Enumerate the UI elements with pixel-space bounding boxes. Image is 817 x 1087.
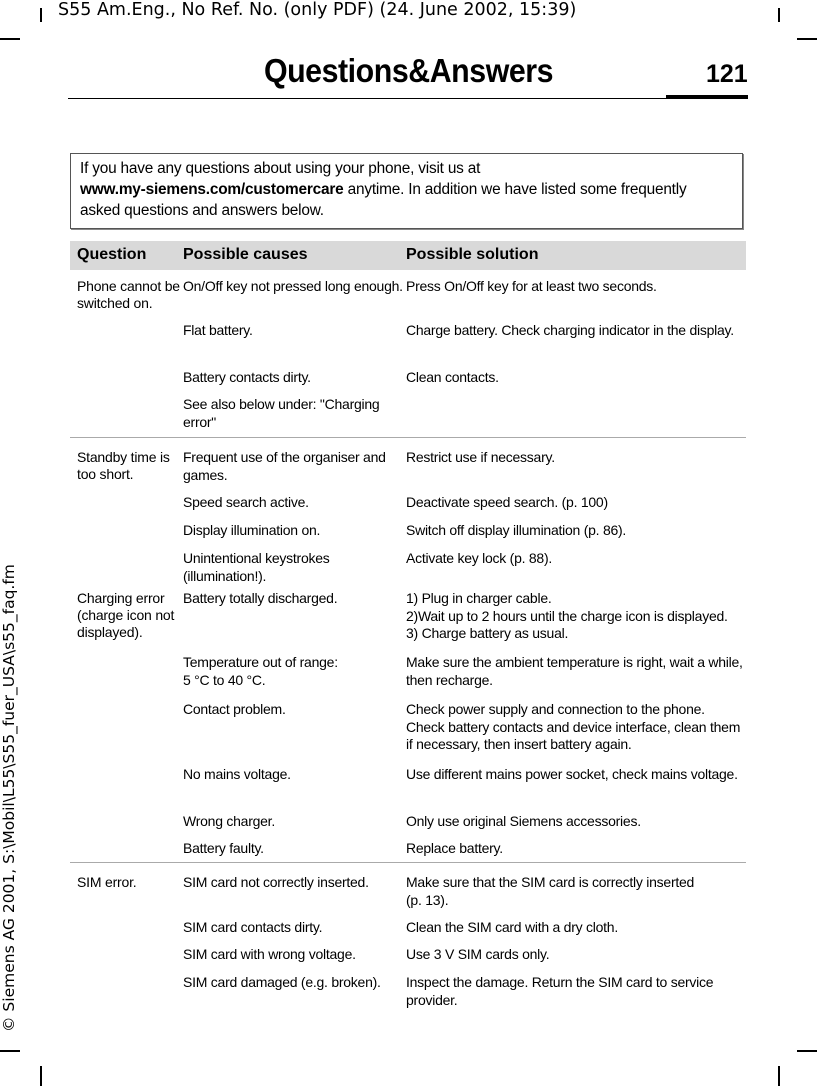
- cause-cell: Unintentional keystrokes (illumination!).: [183, 550, 330, 584]
- solution-cell: Activate key lock (p. 88).: [406, 550, 553, 566]
- intro-box: [70, 153, 743, 229]
- header-question: Question: [77, 246, 147, 263]
- cause-cell: SIM card with wrong voltage.: [183, 946, 356, 962]
- cause-cell: Battery contacts dirty.: [183, 369, 311, 385]
- question-cell: Charging error (charge icon not displayed).: [77, 590, 175, 640]
- crop-mark: [797, 38, 817, 40]
- cause-cell: Contact problem.: [183, 701, 286, 717]
- cause-cell: Frequent use of the organiser and games.: [183, 449, 386, 483]
- solution-cell: Deactivate speed search. (p. 100): [406, 494, 608, 510]
- intro-line-1: If you have any questions about using your phone, visit us at: [80, 160, 481, 177]
- solution-cell: Inspect the damage. Return the SIM card to service provider.: [406, 974, 714, 1008]
- print-header: S55 Am.Eng., No Ref. No. (only PDF) (24. June 2002, 15:39): [58, 0, 577, 20]
- faq-table: [70, 241, 746, 1008]
- solution-cell: Use different mains power socket, check mains voltage.: [406, 766, 738, 782]
- title-rule: [68, 98, 666, 99]
- solution-cell: Switch off display illumination (p. 86).: [406, 522, 627, 538]
- cause-cell: SIM card contacts dirty.: [183, 919, 323, 935]
- solution-cell: Restrict use if necessary.: [406, 449, 555, 465]
- crop-mark: [0, 38, 20, 40]
- solution-cell: Check power supply and connection to the phone. Check battery contacts and device interface, clean them if necessary, then insert battery again.: [406, 701, 741, 752]
- side-copyright: © Siemens AG 2001, S:\Mobil\L55\S55_fuer_USA\s55_faq.fm: [0, 564, 18, 1032]
- page-title: Questions&Answers: [263, 52, 554, 89]
- solution-cell: 1) Plug in charger cable. 2)Wait up to 2 hours until the charge icon is displayed. 3) Charge battery as usual.: [406, 590, 728, 641]
- cause-cell: Flat battery.: [183, 322, 253, 338]
- cause-cell: Display illumination on.: [183, 522, 321, 538]
- cause-cell: SIM card damaged (e.g. broken).: [183, 974, 381, 990]
- page-number-rule: [666, 95, 748, 99]
- cause-cell: SIM card not correctly inserted.: [183, 874, 369, 890]
- intro-line-3: asked questions and answers below.: [80, 202, 324, 219]
- page-number: 121: [706, 60, 748, 88]
- faq-group: [70, 437, 746, 584]
- solution-cell: Make sure the ambient temperature is right, wait a while, then recharge.: [406, 654, 743, 688]
- cause-cell: Speed search active.: [183, 494, 309, 510]
- question-cell: Phone cannot be switched on.: [77, 278, 180, 311]
- cause-cell: No mains voltage.: [183, 766, 291, 782]
- solution-cell: Make sure that the SIM card is correctly inserted (p. 13).: [406, 874, 695, 908]
- solution-cell: Clean contacts.: [406, 369, 499, 385]
- cause-cell: Wrong charger.: [183, 813, 275, 829]
- question-cell: SIM error.: [77, 874, 137, 890]
- customercare-link[interactable]: www.my-siemens.com/customercare: [80, 181, 344, 198]
- header-solution: Possible solution: [406, 246, 539, 263]
- crop-mark: [40, 8, 42, 22]
- solution-cell: Clean the SIM card with a dry cloth.: [406, 919, 618, 935]
- intro-line-2: www.my-siemens.com/customercare anytime. In addition we have listed some frequently: [80, 181, 687, 198]
- solution-cell: Charge battery. Check charging indicator in the display.: [406, 322, 734, 338]
- crop-mark: [797, 1050, 817, 1052]
- crop-mark: [778, 8, 780, 22]
- question-cell: Standby time is too short.: [77, 449, 170, 482]
- crop-mark: [0, 1050, 20, 1052]
- solution-cell: Use 3 V SIM cards only.: [406, 946, 550, 962]
- cause-cell: Battery totally discharged.: [183, 590, 338, 606]
- solution-cell: Press On/Off key for at least two seconds.: [406, 278, 657, 294]
- cause-cell: See also below under: "Charging error": [183, 396, 380, 430]
- cause-cell: On/Off key not pressed long enough.: [183, 278, 403, 294]
- solution-cell: Only use original Siemens accessories.: [406, 813, 641, 829]
- solution-cell: Replace battery.: [406, 840, 503, 856]
- cause-cell: Battery faulty.: [183, 840, 264, 856]
- crop-mark: [778, 1066, 780, 1086]
- table-header: [70, 241, 746, 270]
- crop-mark: [40, 1066, 42, 1086]
- header-causes: Possible causes: [183, 246, 308, 263]
- faq-group: [70, 862, 746, 1008]
- cause-cell: Temperature out of range: 5 °C to 40 °C.: [183, 654, 338, 688]
